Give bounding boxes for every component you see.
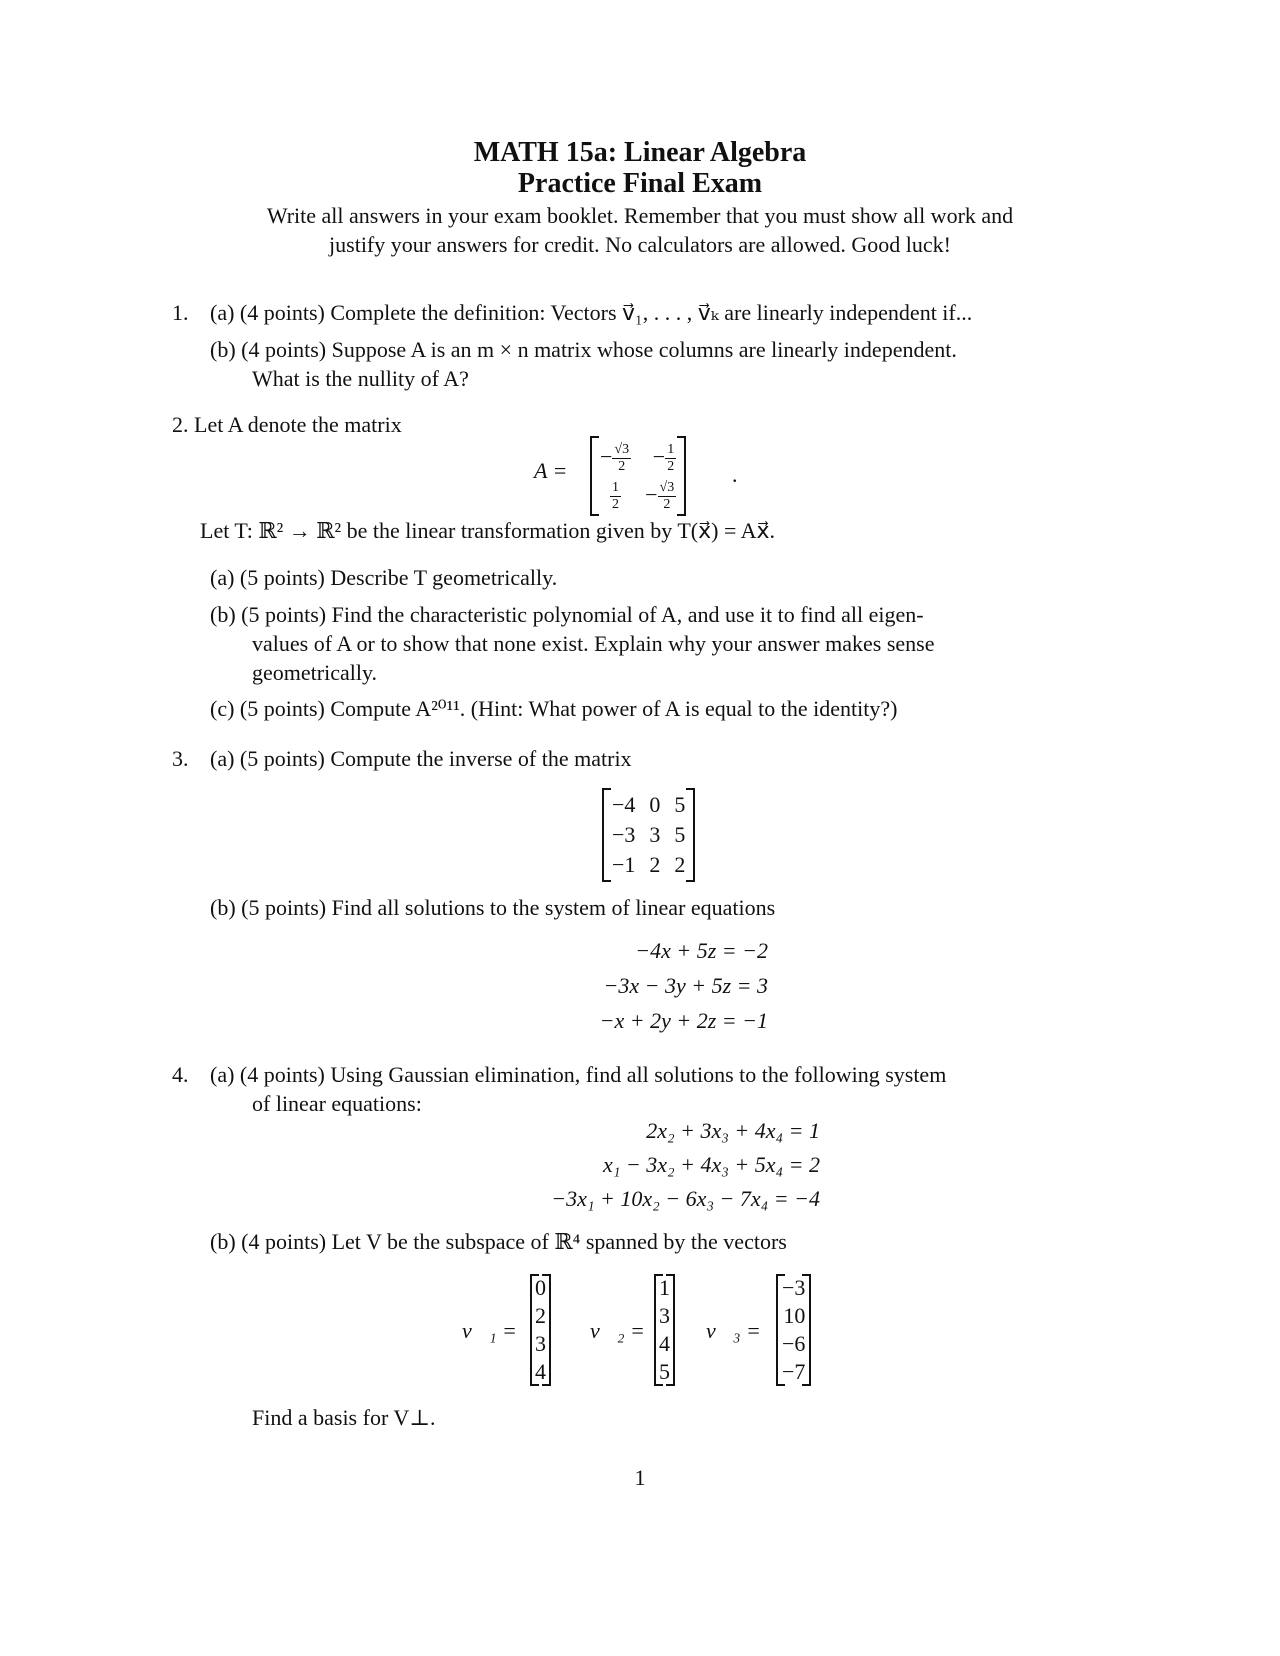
matrix-cell: 2 <box>535 1303 546 1328</box>
bracket <box>604 788 611 882</box>
matrix-cell: −4 <box>612 792 636 817</box>
problem-2b: (b) (5 points) Find the characteristic polynomial of A, and use it to find all eigen- <box>210 602 924 627</box>
matrix-cell: − <box>600 444 613 469</box>
matrix-cell: −6 <box>782 1331 806 1356</box>
matrix-cell: − <box>652 444 666 469</box>
matrix-cell: −3 <box>782 1275 806 1300</box>
problem-number: 3. <box>172 746 189 771</box>
equation: −3x₁ + 10x₂ − 6x₃ − 7x₄ = −4 <box>551 1186 820 1211</box>
problem-2b: geometrically. <box>252 660 378 685</box>
bracket <box>666 1274 673 1386</box>
equation: −4x + 5z = −2 <box>635 938 768 963</box>
matrix-cell: 0 <box>649 792 661 817</box>
matrix-label: A = <box>534 458 568 483</box>
matrix-cell: − <box>645 482 658 507</box>
problem-1b: (b) (4 points) Suppose A is an m × n matrix whose columns are linearly independent. <box>210 337 957 362</box>
matrix-cell: 10 <box>783 1303 806 1328</box>
fraction: $\frac{√3}{2}$ <box>614 442 630 475</box>
equation: 2x₂ + 3x₃ + 4x₄ = 1 <box>646 1118 820 1143</box>
equation: x₁ − 3x₂ + 4x₃ + 5x₄ = 2 <box>602 1152 820 1177</box>
matrix-cell: 3 <box>659 1303 670 1328</box>
matrix-cell: 0 <box>535 1275 546 1300</box>
vector-label: v⃗₂ = <box>590 1318 645 1343</box>
matrix-3x3 <box>602 788 695 882</box>
problem-4b-question: Find a basis for V⊥. <box>252 1405 436 1430</box>
exam-subtitle: Practice Final Exam <box>517 168 763 199</box>
matrix-cell: 2 <box>674 852 686 877</box>
matrix-cell: 3 <box>535 1331 546 1356</box>
instructions: justify your answers for credit. No calculators are allowed. Good luck! <box>329 232 951 257</box>
matrix-cell: 5 <box>674 822 686 847</box>
equation: −x + 2y + 2z = −1 <box>599 1008 768 1033</box>
problem-1b: What is the nullity of A? <box>252 366 469 391</box>
vector-label: v⃗₁ = <box>462 1318 517 1343</box>
matrix-cell: $\frac{1}{2}$ <box>612 480 620 513</box>
problem-number: 1. <box>172 300 189 325</box>
problem-4a: of linear equations: <box>252 1091 422 1116</box>
bracket <box>778 1274 785 1386</box>
exam-title: MATH 15a: Linear Algebra <box>473 137 807 168</box>
equation: −3x − 3y + 5z = 3 <box>603 973 768 998</box>
matrix-cell: 3 <box>649 822 661 847</box>
problem-2a: (a) (5 points) Describe T geometrically. <box>210 565 558 590</box>
vector-v1 <box>530 1274 551 1386</box>
period: . <box>732 462 738 487</box>
matrix-cell: −7 <box>782 1359 806 1384</box>
problem-3a: (a) (5 points) Compute the inverse of the matrix <box>210 746 632 771</box>
problem-2-intro: 2. Let A denote the matrix <box>172 412 402 437</box>
bracket <box>542 1274 549 1386</box>
vector-label: v⃗₃ = <box>706 1318 761 1343</box>
matrix-cell: −1 <box>612 852 636 877</box>
bracket <box>802 1274 809 1386</box>
matrix-cell: 4 <box>535 1359 546 1384</box>
vector-v3 <box>776 1274 811 1386</box>
problem-4a: (a) (4 points) Using Gaussian elimination, find all solutions to the following system <box>210 1062 947 1087</box>
matrix-A <box>590 436 686 516</box>
bracket <box>592 436 599 516</box>
problem-2c: (c) (5 points) Compute A²⁰¹¹. (Hint: What power of A is equal to the identity?) <box>210 696 898 721</box>
bracket <box>656 1274 663 1386</box>
vector-v2 <box>654 1274 675 1386</box>
matrix-cell: −3 <box>612 822 636 847</box>
fraction: $\frac{1}{2}$ <box>667 442 675 475</box>
problem-1a: (a) (4 points) Complete the definition: Vectors v⃗₁, . . . , v⃗ₖ are linearly independent if... <box>210 300 973 325</box>
matrix-cell: 2 <box>649 852 661 877</box>
bracket <box>677 436 684 516</box>
bracket <box>686 788 693 882</box>
problem-2b: values of A or to show that none exist. Explain why your answer makes sense <box>252 631 935 656</box>
instructions: Write all answers in your exam booklet. Remember that you must show all work and <box>266 203 1014 228</box>
bracket <box>532 1274 539 1386</box>
matrix-cell: 4 <box>659 1331 670 1356</box>
fraction: $\frac{√3}{2}$ <box>659 480 675 513</box>
matrix-cell: 5 <box>659 1359 670 1384</box>
problem-4b: (b) (4 points) Let V be the subspace of ℝ⁴ spanned by the vectors <box>210 1229 787 1254</box>
matrix-cell: 1 <box>659 1275 670 1300</box>
page-number: 1 <box>634 1465 646 1490</box>
problem-number: 4. <box>172 1062 189 1087</box>
matrix-cell: 5 <box>674 792 686 817</box>
problem-3b: (b) (5 points) Find all solutions to the system of linear equations <box>210 895 776 920</box>
problem-2-transform: Let T: ℝ² → ℝ² be the linear transformation given by T(x⃗) = Ax⃗. <box>200 518 776 543</box>
